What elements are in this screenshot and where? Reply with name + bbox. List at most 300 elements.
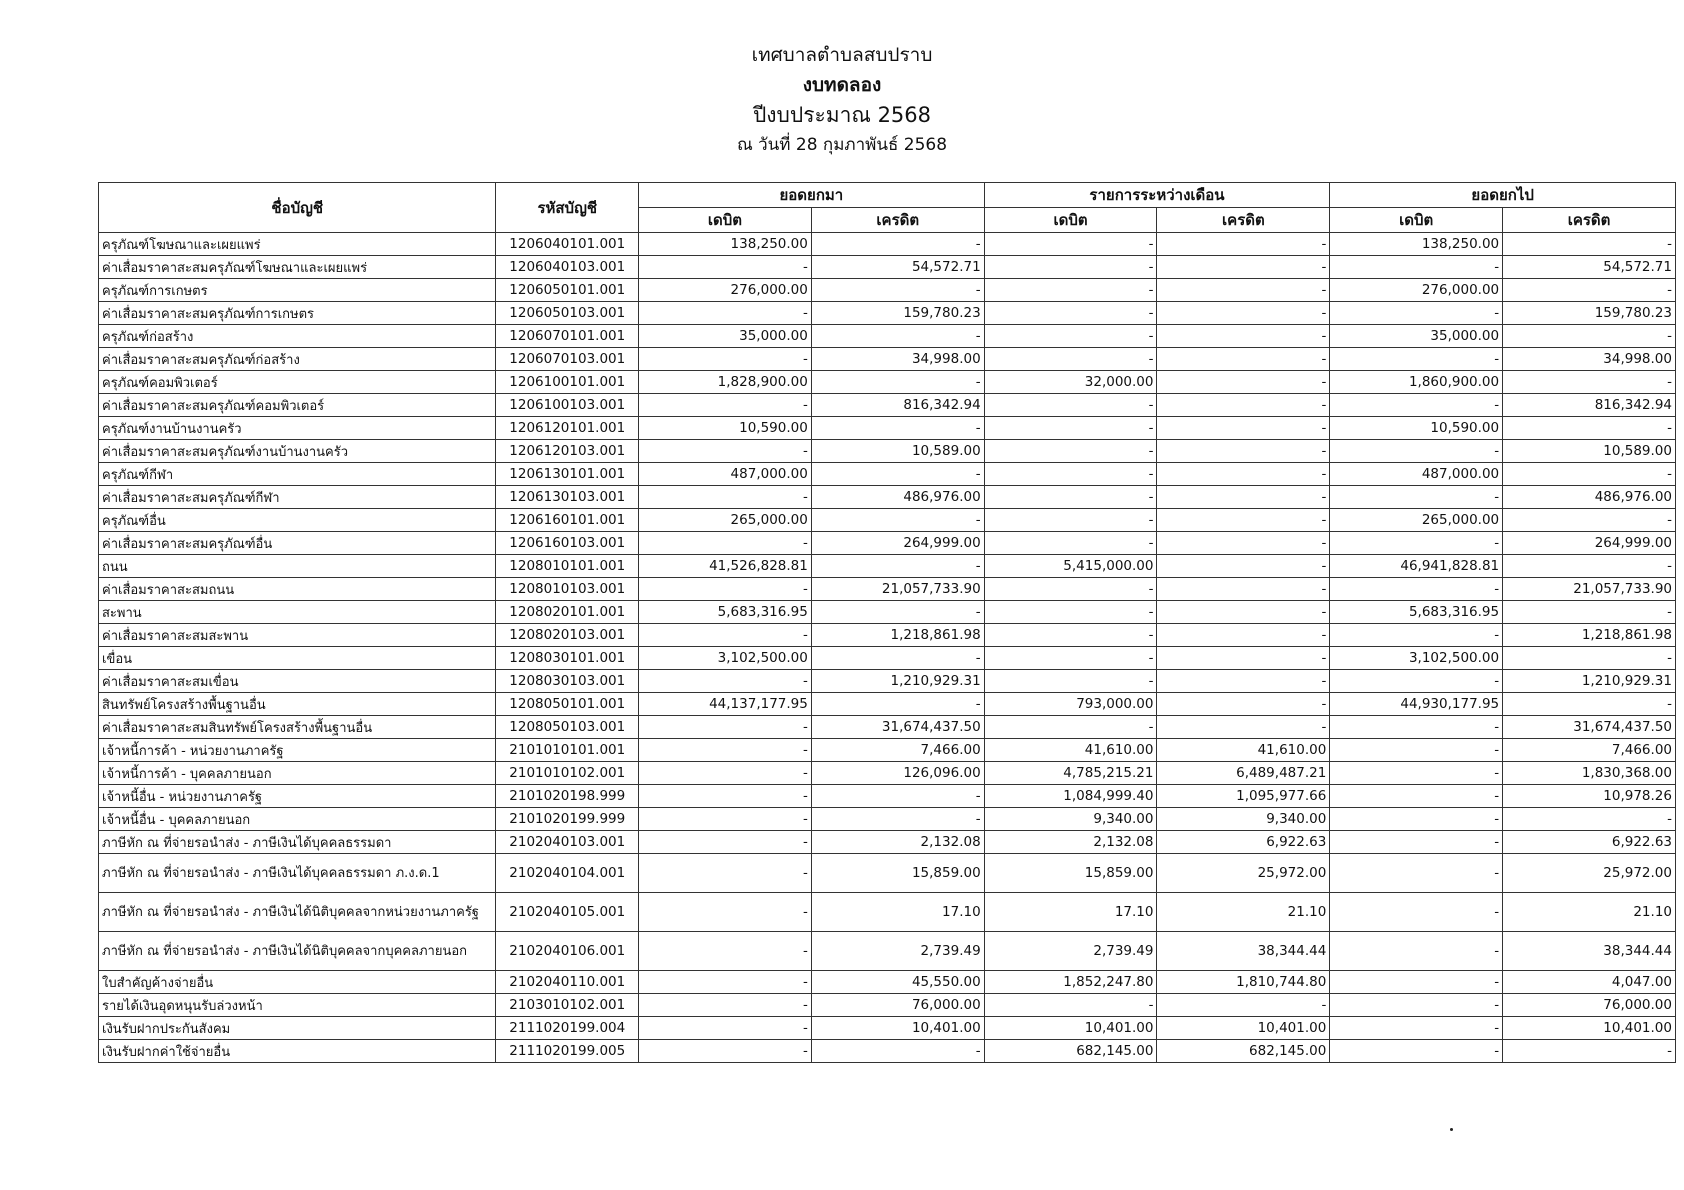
carried-forward-credit-cell: - — [1503, 279, 1676, 302]
carried-forward-credit-cell: - — [1503, 601, 1676, 624]
month-debit-cell: 1,084,999.40 — [984, 785, 1157, 808]
month-credit-cell: - — [1157, 716, 1330, 739]
table-row — [99, 578, 1676, 601]
carried-forward-credit-cell: 816,342.94 — [1503, 394, 1676, 417]
header-debit: เดบิต — [984, 208, 1157, 233]
brought-forward-credit-cell: 159,780.23 — [811, 302, 984, 325]
carried-forward-debit-cell: 1,860,900.00 — [1330, 371, 1503, 394]
carried-forward-debit-cell: - — [1330, 1017, 1503, 1040]
month-credit-cell: 41,610.00 — [1157, 739, 1330, 762]
carried-forward-debit-cell: - — [1330, 302, 1503, 325]
carried-forward-credit-cell: - — [1503, 1040, 1676, 1063]
carried-forward-credit-cell: - — [1503, 233, 1676, 256]
month-credit-cell: - — [1157, 647, 1330, 670]
account-code-cell: 1208050103.001 — [496, 716, 639, 739]
brought-forward-debit-cell: - — [639, 971, 812, 994]
month-credit-cell: - — [1157, 440, 1330, 463]
table-row — [99, 647, 1676, 670]
month-credit-cell: - — [1157, 233, 1330, 256]
carried-forward-debit-cell: - — [1330, 1040, 1503, 1063]
table-row — [99, 1017, 1676, 1040]
brought-forward-credit-cell: - — [811, 1040, 984, 1063]
carried-forward-debit-cell: 5,683,316.95 — [1330, 601, 1503, 624]
table-row — [99, 670, 1676, 693]
brought-forward-credit-cell: 34,998.00 — [811, 348, 984, 371]
table-row — [99, 440, 1676, 463]
account-code-cell: 1206120101.001 — [496, 417, 639, 440]
month-credit-cell: - — [1157, 693, 1330, 716]
month-debit-cell: 10,401.00 — [984, 1017, 1157, 1040]
carried-forward-debit-cell: - — [1330, 716, 1503, 739]
month-debit-cell: - — [984, 601, 1157, 624]
brought-forward-credit-cell: 54,572.71 — [811, 256, 984, 279]
account-code-cell: 1208010103.001 — [496, 578, 639, 601]
account-name-cell: ค่าเสื่อมราคาสะสมเขื่อน — [99, 670, 496, 693]
account-name-cell: ภาษีหัก ณ ที่จ่ายรอนำส่ง - ภาษีเงินได้บุคคลธรรมดา ภ.ง.ด.1 — [99, 854, 496, 893]
brought-forward-debit-cell: - — [639, 1040, 812, 1063]
month-debit-cell: - — [984, 532, 1157, 555]
carried-forward-debit-cell: - — [1330, 994, 1503, 1017]
table-row — [99, 555, 1676, 578]
header-during-month: รายการระหว่างเดือน — [984, 183, 1330, 208]
carried-forward-debit-cell: - — [1330, 578, 1503, 601]
carried-forward-debit-cell: - — [1330, 256, 1503, 279]
table-row — [99, 279, 1676, 302]
table-row — [99, 716, 1676, 739]
carried-forward-debit-cell: - — [1330, 348, 1503, 371]
account-code-cell: 1208020101.001 — [496, 601, 639, 624]
carried-forward-debit-cell: - — [1330, 440, 1503, 463]
table-header — [99, 183, 1676, 233]
account-name-cell: เจ้าหนี้อื่น - บุคคลภายนอก — [99, 808, 496, 831]
brought-forward-credit-cell: 21,057,733.90 — [811, 578, 984, 601]
month-credit-cell: - — [1157, 670, 1330, 693]
carried-forward-credit-cell: 264,999.00 — [1503, 532, 1676, 555]
table-row — [99, 762, 1676, 785]
account-name-cell: ครุภัณฑ์ก่อสร้าง — [99, 325, 496, 348]
organization-name: เทศบาลตำบลสบปราบ — [751, 44, 933, 66]
brought-forward-debit-cell: - — [639, 348, 812, 371]
brought-forward-credit-cell: - — [811, 509, 984, 532]
brought-forward-credit-cell: - — [811, 233, 984, 256]
brought-forward-credit-cell: 2,132.08 — [811, 831, 984, 854]
account-name-cell: ภาษีหัก ณ ที่จ่ายรอนำส่ง - ภาษีเงินได้นิติบุคคลจากหน่วยงานภาครัฐ — [99, 893, 496, 932]
brought-forward-debit-cell: 5,683,316.95 — [639, 601, 812, 624]
account-code-cell: 2102040104.001 — [496, 854, 639, 893]
carried-forward-debit-cell: 46,941,828.81 — [1330, 555, 1503, 578]
account-name-cell: ค่าเสื่อมราคาสะสมครุภัณฑ์คอมพิวเตอร์ — [99, 394, 496, 417]
month-debit-cell: - — [984, 302, 1157, 325]
account-code-cell: 2102040106.001 — [496, 932, 639, 971]
brought-forward-credit-cell: 486,976.00 — [811, 486, 984, 509]
carried-forward-credit-cell: 486,976.00 — [1503, 486, 1676, 509]
month-credit-cell: 10,401.00 — [1157, 1017, 1330, 1040]
account-name-cell: สะพาน — [99, 601, 496, 624]
account-code-cell: 1206160101.001 — [496, 509, 639, 532]
table-row — [99, 532, 1676, 555]
account-name-cell: ค่าเสื่อมราคาสะสมถนน — [99, 578, 496, 601]
table-row — [99, 509, 1676, 532]
brought-forward-credit-cell: - — [811, 601, 984, 624]
month-credit-cell: 25,972.00 — [1157, 854, 1330, 893]
carried-forward-credit-cell: 76,000.00 — [1503, 994, 1676, 1017]
brought-forward-debit-cell: 35,000.00 — [639, 325, 812, 348]
table-row — [99, 394, 1676, 417]
month-debit-cell: 2,739.49 — [984, 932, 1157, 971]
account-name-cell: เจ้าหนี้การค้า - หน่วยงานภาครัฐ — [99, 739, 496, 762]
carried-forward-credit-cell: - — [1503, 325, 1676, 348]
brought-forward-debit-cell: - — [639, 394, 812, 417]
carried-forward-credit-cell: 10,401.00 — [1503, 1017, 1676, 1040]
account-code-cell: 1206070101.001 — [496, 325, 639, 348]
carried-forward-credit-cell: 7,466.00 — [1503, 739, 1676, 762]
month-debit-cell: - — [984, 348, 1157, 371]
table-row — [99, 463, 1676, 486]
table-row — [99, 325, 1676, 348]
account-name-cell: ค่าเสื่อมราคาสะสมครุภัณฑ์ก่อสร้าง — [99, 348, 496, 371]
table-row — [99, 302, 1676, 325]
month-credit-cell: 6,922.63 — [1157, 831, 1330, 854]
month-debit-cell: 2,132.08 — [984, 831, 1157, 854]
carried-forward-debit-cell: - — [1330, 831, 1503, 854]
table-row — [99, 693, 1676, 716]
carried-forward-debit-cell: - — [1330, 785, 1503, 808]
account-code-cell: 2101010102.001 — [496, 762, 639, 785]
account-code-cell: 2101020198.999 — [496, 785, 639, 808]
brought-forward-credit-cell: - — [811, 371, 984, 394]
carried-forward-credit-cell: 34,998.00 — [1503, 348, 1676, 371]
carried-forward-debit-cell: 3,102,500.00 — [1330, 647, 1503, 670]
month-debit-cell: - — [984, 624, 1157, 647]
carried-forward-debit-cell: 44,930,177.95 — [1330, 693, 1503, 716]
month-credit-cell: - — [1157, 394, 1330, 417]
account-name-cell: ค่าเสื่อมราคาสะสมครุภัณฑ์การเกษตร — [99, 302, 496, 325]
carried-forward-debit-cell: - — [1330, 739, 1503, 762]
brought-forward-debit-cell: - — [639, 854, 812, 893]
brought-forward-credit-cell: - — [811, 417, 984, 440]
carried-forward-credit-cell: - — [1503, 509, 1676, 532]
brought-forward-credit-cell: - — [811, 555, 984, 578]
table-row — [99, 808, 1676, 831]
month-credit-cell: - — [1157, 348, 1330, 371]
account-name-cell: เจ้าหนี้การค้า - บุคคลภายนอก — [99, 762, 496, 785]
table-row — [99, 348, 1676, 371]
brought-forward-debit-cell: 3,102,500.00 — [639, 647, 812, 670]
carried-forward-credit-cell: - — [1503, 808, 1676, 831]
account-name-cell: รายได้เงินอุดหนุนรับล่วงหน้า — [99, 994, 496, 1017]
brought-forward-credit-cell: 2,739.49 — [811, 932, 984, 971]
carried-forward-credit-cell: 1,218,861.98 — [1503, 624, 1676, 647]
table-row — [99, 831, 1676, 854]
month-credit-cell: - — [1157, 463, 1330, 486]
carried-forward-credit-cell: 159,780.23 — [1503, 302, 1676, 325]
brought-forward-debit-cell: 487,000.00 — [639, 463, 812, 486]
account-code-cell: 1208010101.001 — [496, 555, 639, 578]
carried-forward-credit-cell: - — [1503, 463, 1676, 486]
month-debit-cell: - — [984, 463, 1157, 486]
table-row — [99, 1040, 1676, 1063]
header-credit: เครดิต — [1157, 208, 1330, 233]
carried-forward-debit-cell: - — [1330, 932, 1503, 971]
account-code-cell: 1206050101.001 — [496, 279, 639, 302]
header-credit: เครดิต — [811, 208, 984, 233]
carried-forward-debit-cell: - — [1330, 762, 1503, 785]
month-credit-cell: - — [1157, 486, 1330, 509]
month-credit-cell: 682,145.00 — [1157, 1040, 1330, 1063]
brought-forward-credit-cell: 264,999.00 — [811, 532, 984, 555]
brought-forward-debit-cell: - — [639, 808, 812, 831]
brought-forward-debit-cell: 138,250.00 — [639, 233, 812, 256]
brought-forward-credit-cell: 126,096.00 — [811, 762, 984, 785]
account-name-cell: ค่าเสื่อมราคาสะสมครุภัณฑ์งานบ้านงานครัว — [99, 440, 496, 463]
account-code-cell: 1206040103.001 — [496, 256, 639, 279]
month-debit-cell: - — [984, 440, 1157, 463]
account-code-cell: 2111020199.004 — [496, 1017, 639, 1040]
carried-forward-debit-cell: 487,000.00 — [1330, 463, 1503, 486]
brought-forward-debit-cell: 44,137,177.95 — [639, 693, 812, 716]
month-debit-cell: 32,000.00 — [984, 371, 1157, 394]
header-account-code: รหัสบัญชี — [496, 183, 639, 233]
carried-forward-debit-cell: - — [1330, 893, 1503, 932]
account-code-cell: 1206120103.001 — [496, 440, 639, 463]
fiscal-year: ปีงบประมาณ 2568 — [752, 103, 932, 127]
brought-forward-credit-cell: - — [811, 463, 984, 486]
brought-forward-debit-cell: - — [639, 831, 812, 854]
brought-forward-credit-cell: 76,000.00 — [811, 994, 984, 1017]
account-name-cell: ครุภัณฑ์การเกษตร — [99, 279, 496, 302]
brought-forward-credit-cell: - — [811, 693, 984, 716]
table-row — [99, 971, 1676, 994]
month-debit-cell: - — [984, 994, 1157, 1017]
brought-forward-debit-cell: - — [639, 256, 812, 279]
table-row — [99, 256, 1676, 279]
month-debit-cell: 682,145.00 — [984, 1040, 1157, 1063]
month-debit-cell: - — [984, 647, 1157, 670]
carried-forward-credit-cell: 38,344.44 — [1503, 932, 1676, 971]
account-name-cell: ครุภัณฑ์โฆษณาและเผยแพร่ — [99, 233, 496, 256]
account-code-cell: 1206130103.001 — [496, 486, 639, 509]
brought-forward-credit-cell: 7,466.00 — [811, 739, 984, 762]
brought-forward-credit-cell: 15,859.00 — [811, 854, 984, 893]
carried-forward-credit-cell: 25,972.00 — [1503, 854, 1676, 893]
account-code-cell: 1208050101.001 — [496, 693, 639, 716]
account-name-cell: ถนน — [99, 555, 496, 578]
carried-forward-debit-cell: 265,000.00 — [1330, 509, 1503, 532]
account-code-cell: 1206160103.001 — [496, 532, 639, 555]
brought-forward-debit-cell: - — [639, 302, 812, 325]
header-carried-forward: ยอดยกไป — [1330, 183, 1676, 208]
account-name-cell: ค่าเสื่อมราคาสะสมสะพาน — [99, 624, 496, 647]
account-code-cell: 2101010101.001 — [496, 739, 639, 762]
brought-forward-credit-cell: - — [811, 808, 984, 831]
brought-forward-credit-cell: - — [811, 325, 984, 348]
account-name-cell: ค่าเสื่อมราคาสะสมครุภัณฑ์โฆษณาและเผยแพร่ — [99, 256, 496, 279]
month-debit-cell: - — [984, 670, 1157, 693]
account-name-cell: ภาษีหัก ณ ที่จ่ายรอนำส่ง - ภาษีเงินได้บุคคลธรรมดา — [99, 831, 496, 854]
month-credit-cell: - — [1157, 624, 1330, 647]
account-name-cell: ค่าเสื่อมราคาสะสมครุภัณฑ์กีฬา — [99, 486, 496, 509]
month-debit-cell: - — [984, 417, 1157, 440]
header-account-name: ชื่อบัญชี — [99, 183, 496, 233]
brought-forward-debit-cell: - — [639, 739, 812, 762]
table-body — [99, 233, 1676, 1063]
carried-forward-credit-cell: - — [1503, 555, 1676, 578]
account-code-cell: 1206100101.001 — [496, 371, 639, 394]
account-code-cell: 1206100103.001 — [496, 394, 639, 417]
brought-forward-debit-cell: - — [639, 624, 812, 647]
month-credit-cell: 9,340.00 — [1157, 808, 1330, 831]
month-debit-cell: 793,000.00 — [984, 693, 1157, 716]
carried-forward-debit-cell: 35,000.00 — [1330, 325, 1503, 348]
month-credit-cell: - — [1157, 555, 1330, 578]
header-brought-forward: ยอดยกมา — [639, 183, 985, 208]
month-credit-cell: - — [1157, 509, 1330, 532]
brought-forward-credit-cell: 31,674,437.50 — [811, 716, 984, 739]
table-row — [99, 624, 1676, 647]
month-credit-cell: - — [1157, 994, 1330, 1017]
carried-forward-credit-cell: - — [1503, 371, 1676, 394]
account-name-cell: ครุภัณฑ์งานบ้านงานครัว — [99, 417, 496, 440]
account-name-cell: เงินรับฝากค่าใช้จ่ายอื่น — [99, 1040, 496, 1063]
month-debit-cell: - — [984, 578, 1157, 601]
month-credit-cell: 38,344.44 — [1157, 932, 1330, 971]
account-name-cell: ภาษีหัก ณ ที่จ่ายรอนำส่ง - ภาษีเงินได้นิติบุคคลจากบุคคลภายนอก — [99, 932, 496, 971]
account-code-cell: 1206040101.001 — [496, 233, 639, 256]
month-credit-cell: - — [1157, 417, 1330, 440]
trial-balance-table — [98, 182, 1676, 1063]
carried-forward-debit-cell: 138,250.00 — [1330, 233, 1503, 256]
month-credit-cell: - — [1157, 601, 1330, 624]
carried-forward-debit-cell: - — [1330, 624, 1503, 647]
account-name-cell: ครุภัณฑ์กีฬา — [99, 463, 496, 486]
brought-forward-credit-cell: 816,342.94 — [811, 394, 984, 417]
table-row — [99, 601, 1676, 624]
month-debit-cell: - — [984, 509, 1157, 532]
month-credit-cell: 6,489,487.21 — [1157, 762, 1330, 785]
brought-forward-debit-cell: - — [639, 785, 812, 808]
account-code-cell: 2102040105.001 — [496, 893, 639, 932]
brought-forward-debit-cell: 265,000.00 — [639, 509, 812, 532]
account-code-cell: 1208020103.001 — [496, 624, 639, 647]
table-row — [99, 854, 1676, 893]
brought-forward-debit-cell: - — [639, 893, 812, 932]
carried-forward-credit-cell: 4,047.00 — [1503, 971, 1676, 994]
carried-forward-credit-cell: 54,572.71 — [1503, 256, 1676, 279]
carried-forward-credit-cell: - — [1503, 693, 1676, 716]
brought-forward-debit-cell: 10,590.00 — [639, 417, 812, 440]
brought-forward-credit-cell: 10,589.00 — [811, 440, 984, 463]
account-code-cell: 2111020199.005 — [496, 1040, 639, 1063]
month-debit-cell: - — [984, 716, 1157, 739]
report-header — [0, 40, 1684, 160]
account-name-cell: ครุภัณฑ์คอมพิวเตอร์ — [99, 371, 496, 394]
table-row — [99, 739, 1676, 762]
month-debit-cell: 9,340.00 — [984, 808, 1157, 831]
table-row — [99, 486, 1676, 509]
month-debit-cell: 17.10 — [984, 893, 1157, 932]
carried-forward-debit-cell: - — [1330, 971, 1503, 994]
carried-forward-debit-cell: 276,000.00 — [1330, 279, 1503, 302]
table-row — [99, 371, 1676, 394]
month-credit-cell: 1,810,744.80 — [1157, 971, 1330, 994]
table-row — [99, 994, 1676, 1017]
month-credit-cell: - — [1157, 532, 1330, 555]
account-code-cell: 2101020199.999 — [496, 808, 639, 831]
report-date: ณ วันที่ 28 กุมภาพันธ์ 2568 — [736, 135, 948, 155]
month-credit-cell: - — [1157, 279, 1330, 302]
carried-forward-credit-cell: - — [1503, 647, 1676, 670]
scan-speck — [1450, 1128, 1453, 1131]
account-name-cell: เจ้าหนี้อื่น - หน่วยงานภาครัฐ — [99, 785, 496, 808]
month-credit-cell: - — [1157, 578, 1330, 601]
brought-forward-debit-cell: - — [639, 440, 812, 463]
carried-forward-debit-cell: - — [1330, 670, 1503, 693]
month-debit-cell: 1,852,247.80 — [984, 971, 1157, 994]
month-debit-cell: 15,859.00 — [984, 854, 1157, 893]
header-debit: เดบิต — [639, 208, 812, 233]
brought-forward-debit-cell: - — [639, 486, 812, 509]
account-name-cell: ค่าเสื่อมราคาสะสมครุภัณฑ์อื่น — [99, 532, 496, 555]
brought-forward-credit-cell: 45,550.00 — [811, 971, 984, 994]
brought-forward-debit-cell: - — [639, 994, 812, 1017]
carried-forward-credit-cell: 21.10 — [1503, 893, 1676, 932]
header-debit: เดบิต — [1330, 208, 1503, 233]
brought-forward-debit-cell: - — [639, 670, 812, 693]
month-debit-cell: - — [984, 256, 1157, 279]
account-name-cell: ค่าเสื่อมราคาสะสมสินทรัพย์โครงสร้างพื้นฐานอื่น — [99, 716, 496, 739]
month-debit-cell: 4,785,215.21 — [984, 762, 1157, 785]
carried-forward-debit-cell: - — [1330, 486, 1503, 509]
account-code-cell: 2102040110.001 — [496, 971, 639, 994]
carried-forward-credit-cell: 1,210,929.31 — [1503, 670, 1676, 693]
month-credit-cell: 21.10 — [1157, 893, 1330, 932]
brought-forward-debit-cell: - — [639, 1017, 812, 1040]
brought-forward-debit-cell: 1,828,900.00 — [639, 371, 812, 394]
month-debit-cell: 41,610.00 — [984, 739, 1157, 762]
brought-forward-credit-cell: 17.10 — [811, 893, 984, 932]
carried-forward-credit-cell: 10,978.26 — [1503, 785, 1676, 808]
carried-forward-credit-cell: 31,674,437.50 — [1503, 716, 1676, 739]
account-name-cell: เขื่อน — [99, 647, 496, 670]
brought-forward-credit-cell: - — [811, 647, 984, 670]
account-code-cell: 2102040103.001 — [496, 831, 639, 854]
account-name-cell: เงินรับฝากประกันสังคม — [99, 1017, 496, 1040]
carried-forward-credit-cell: 6,922.63 — [1503, 831, 1676, 854]
table-row — [99, 233, 1676, 256]
account-name-cell: ใบสำคัญค้างจ่ายอื่น — [99, 971, 496, 994]
month-debit-cell: - — [984, 233, 1157, 256]
month-credit-cell: 1,095,977.66 — [1157, 785, 1330, 808]
month-debit-cell: - — [984, 279, 1157, 302]
brought-forward-debit-cell: - — [639, 932, 812, 971]
table-row — [99, 785, 1676, 808]
table-row — [99, 932, 1676, 971]
table-row — [99, 417, 1676, 440]
month-debit-cell: - — [984, 486, 1157, 509]
account-code-cell: 1206050103.001 — [496, 302, 639, 325]
carried-forward-credit-cell: 1,830,368.00 — [1503, 762, 1676, 785]
brought-forward-credit-cell: - — [811, 785, 984, 808]
month-credit-cell: - — [1157, 371, 1330, 394]
month-credit-cell: - — [1157, 325, 1330, 348]
carried-forward-credit-cell: 10,589.00 — [1503, 440, 1676, 463]
carried-forward-credit-cell: 21,057,733.90 — [1503, 578, 1676, 601]
month-debit-cell: - — [984, 325, 1157, 348]
month-credit-cell: - — [1157, 256, 1330, 279]
brought-forward-debit-cell: - — [639, 762, 812, 785]
brought-forward-debit-cell: - — [639, 532, 812, 555]
carried-forward-debit-cell: - — [1330, 854, 1503, 893]
